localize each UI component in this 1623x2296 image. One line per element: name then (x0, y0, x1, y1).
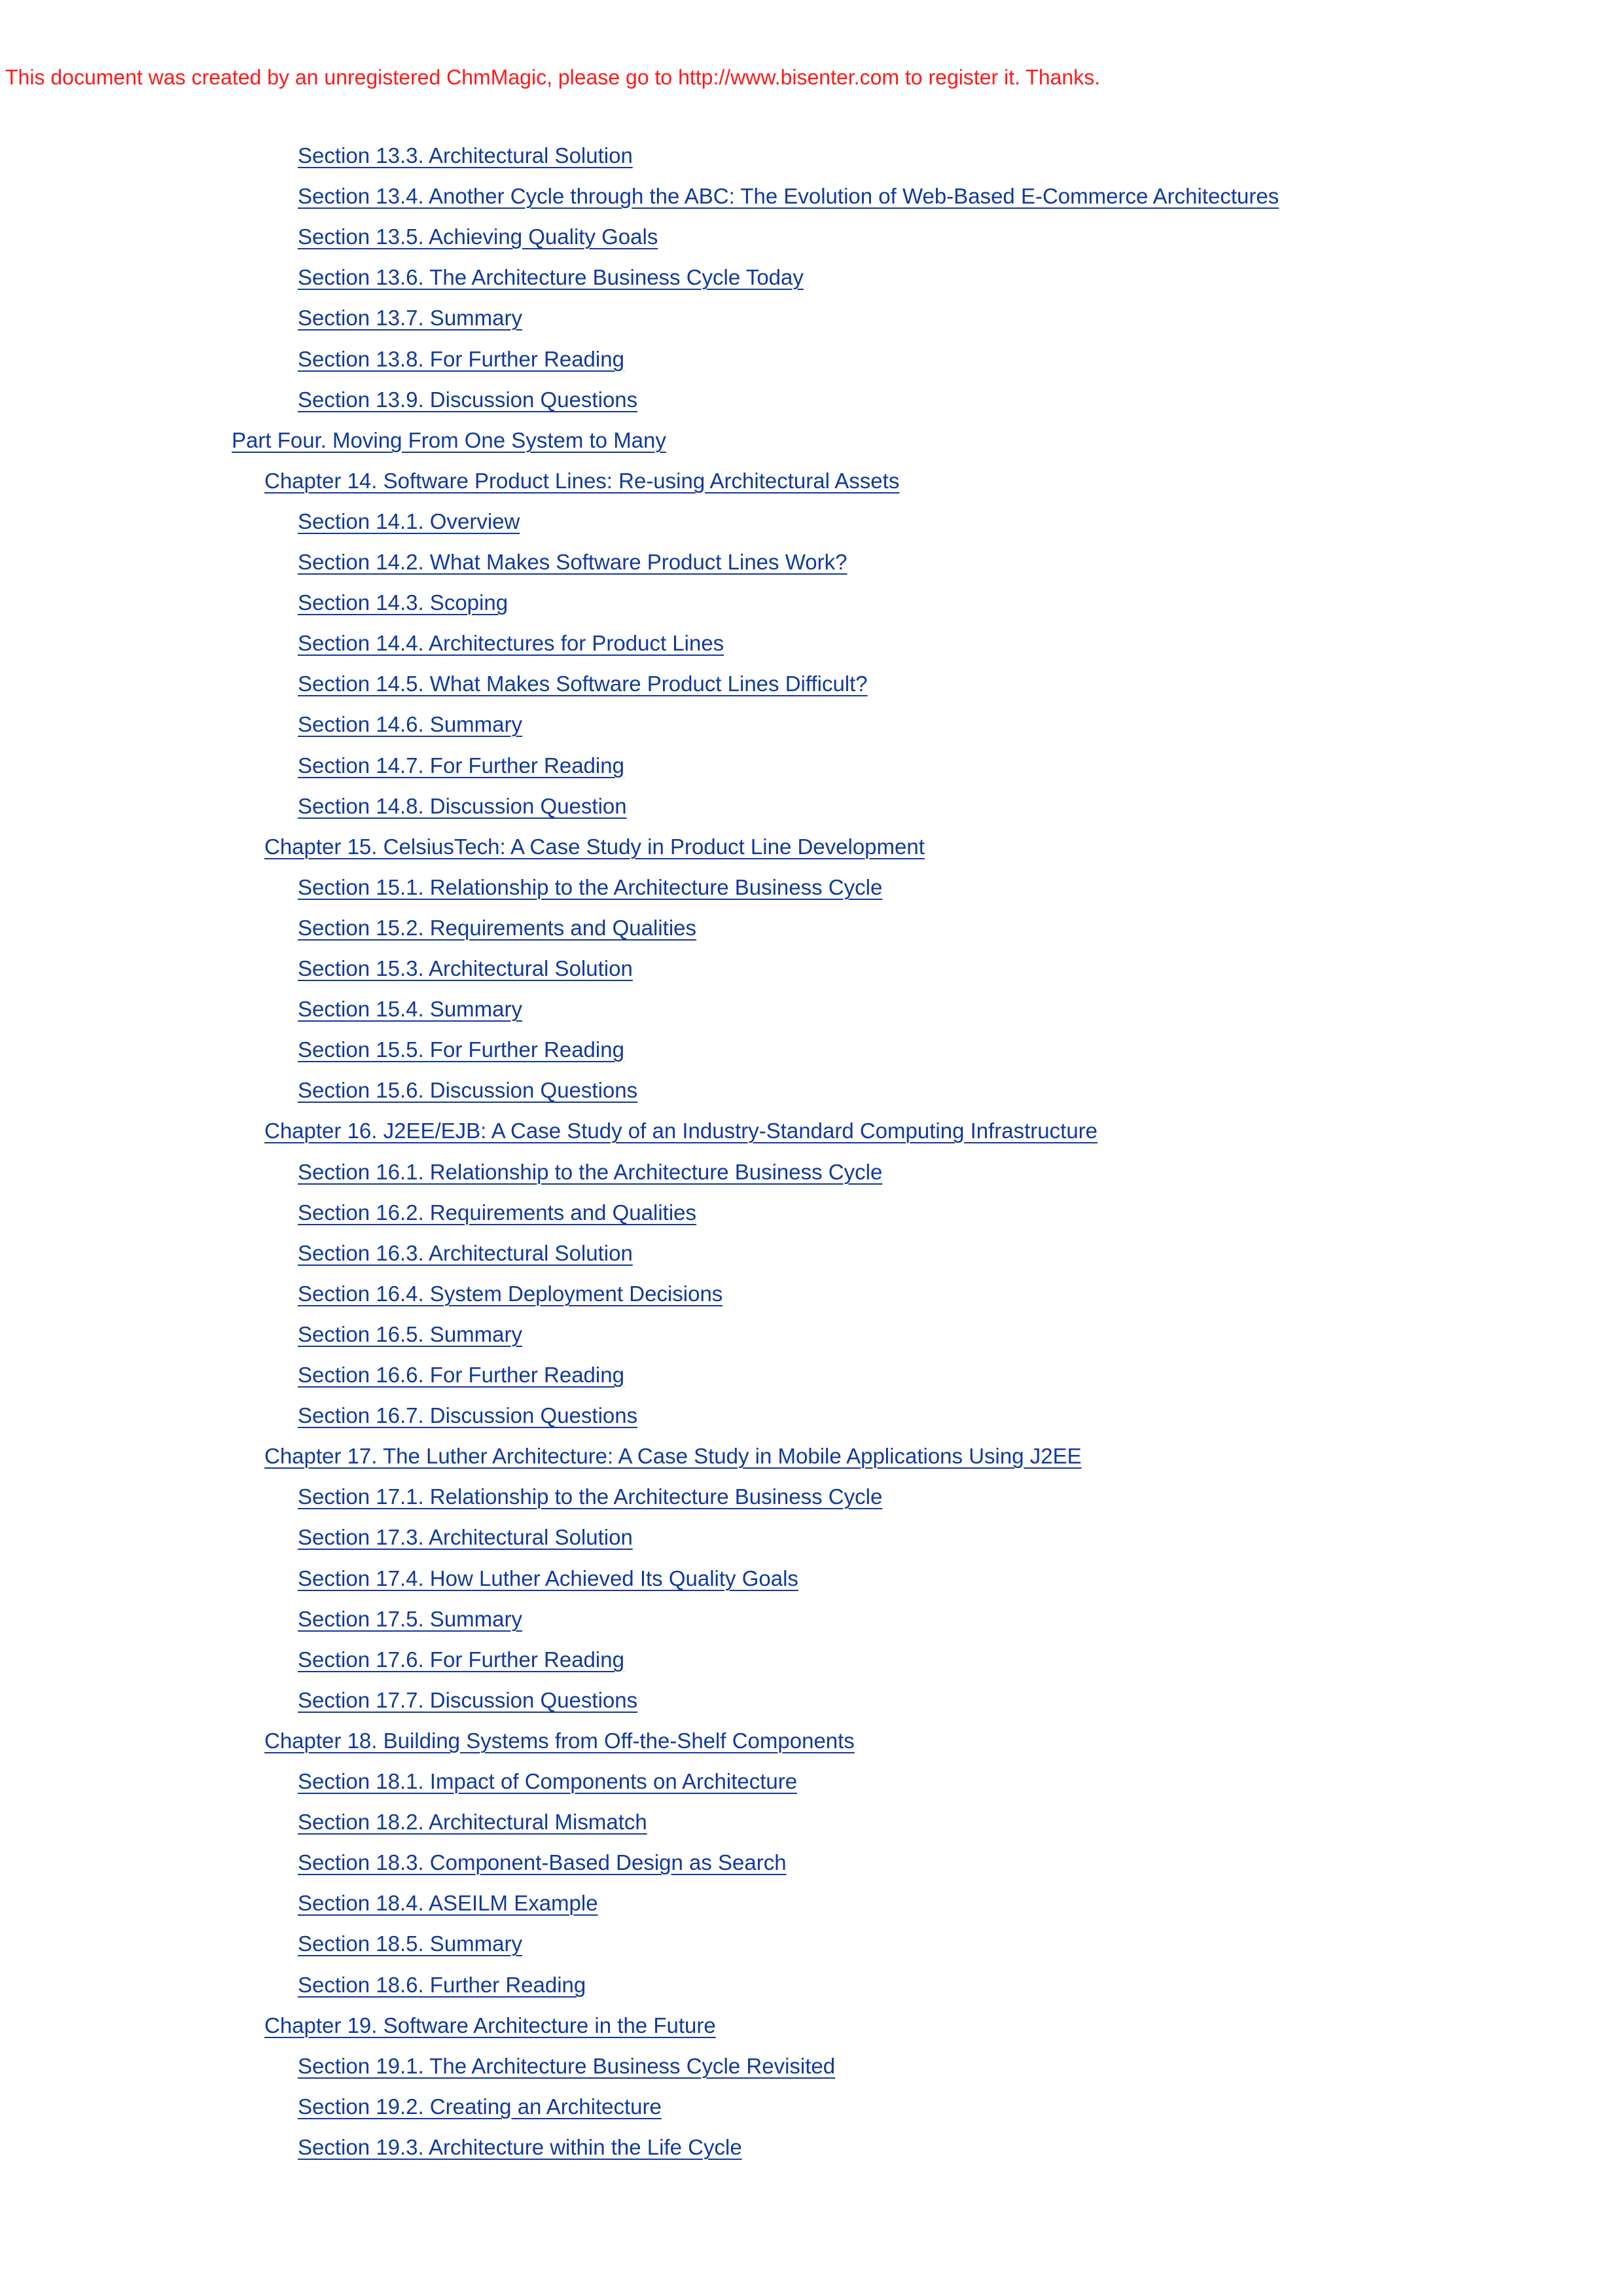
toc-link-chapter[interactable]: Chapter 15. CelsiusTech: A Case Study in Product Line Development (264, 834, 925, 859)
toc-link-section[interactable]: Section 18.5. Summary (298, 1931, 522, 1956)
toc-link-section[interactable]: Section 17.6. For Further Reading (298, 1647, 624, 1672)
toc-link-section[interactable]: Section 15.4. Summary (298, 997, 522, 1021)
toc-link-section[interactable]: Section 18.1. Impact of Components on Architecture (298, 1769, 798, 1793)
toc-link-chapter[interactable]: Chapter 18. Building Systems from Off-the-Shelf Components (264, 1729, 855, 1753)
toc-link-section[interactable]: Section 15.2. Requirements and Qualities (298, 916, 697, 940)
toc-link-section[interactable]: Section 16.6. For Further Reading (298, 1363, 624, 1387)
toc-link-section[interactable]: Section 15.1. Relationship to the Architecture Business Cycle (298, 875, 883, 899)
toc-link-section[interactable]: Section 14.5. What Makes Software Product Lines Difficult? (298, 672, 868, 696)
toc-link-section[interactable]: Section 14.1. Overview (298, 509, 520, 533)
toc-link-chapter[interactable]: Chapter 17. The Luther Architecture: A Case Study in Mobile Applications Using J2EE (264, 1444, 1082, 1468)
toc-link-section[interactable]: Section 17.5. Summary (298, 1607, 522, 1631)
toc-link-section[interactable]: Section 15.6. Discussion Questions (298, 1078, 638, 1102)
toc-link-section[interactable]: Section 14.2. What Makes Software Product Lines Work? (298, 550, 847, 574)
toc-link-section[interactable]: Section 15.5. For Further Reading (298, 1037, 624, 1062)
toc-link-chapter[interactable]: Chapter 16. J2EE/EJB: A Case Study of an Industry-Standard Computing Infrastructure (264, 1119, 1098, 1143)
toc-link-section[interactable]: Section 16.2. Requirements and Qualities (298, 1200, 697, 1225)
toc-link-section[interactable]: Section 18.6. Further Reading (298, 1973, 586, 1997)
toc-link-chapter[interactable]: Chapter 19. Software Architecture in the Future (264, 2013, 716, 2037)
toc-link-section[interactable]: Section 13.6. The Architecture Business Cycle Today (298, 265, 804, 289)
toc-link-section[interactable]: Section 19.2. Creating an Architecture (298, 2094, 662, 2119)
toc-link-section[interactable]: Section 15.3. Architectural Solution (298, 956, 633, 980)
toc-link-section[interactable]: Section 13.4. Another Cycle through the ABC: The Evolution of Web-Based E-Commerce Architectures (298, 184, 1279, 208)
toc-link-section[interactable]: Section 16.5. Summary (298, 1322, 522, 1346)
toc-link-section[interactable]: Section 14.7. For Further Reading (298, 753, 624, 778)
toc-link-section[interactable]: Section 16.4. System Deployment Decisions (298, 1282, 723, 1306)
watermark-notice: This document was created by an unregistered ChmMagic, please go to http://www.bisenter.com to register it. Thanks. (5, 65, 1101, 89)
toc-link-section[interactable]: Section 19.3. Architecture within the Life Cycle (298, 2135, 742, 2159)
toc-link-section[interactable]: Section 17.7. Discussion Questions (298, 1688, 638, 1712)
toc-link-part[interactable]: Part Four. Moving From One System to Many (232, 428, 666, 452)
toc-link-section[interactable]: Section 16.1. Relationship to the Architecture Business Cycle (298, 1160, 883, 1184)
toc-link-section[interactable]: Section 14.8. Discussion Question (298, 794, 627, 818)
toc-link-section[interactable]: Section 18.2. Architectural Mismatch (298, 1810, 647, 1834)
toc-link-section[interactable]: Section 14.3. Scoping (298, 590, 508, 615)
toc-link-section[interactable]: Section 16.3. Architectural Solution (298, 1241, 633, 1265)
toc-link-section[interactable]: Section 13.3. Architectural Solution (298, 143, 633, 168)
toc-link-section[interactable]: Section 13.5. Achieving Quality Goals (298, 224, 658, 249)
toc-link-section[interactable]: Section 14.4. Architectures for Product Lines (298, 631, 724, 655)
toc-link-section[interactable]: Section 13.8. For Further Reading (298, 347, 624, 371)
toc-link-section[interactable]: Section 18.3. Component-Based Design as Search (298, 1850, 787, 1874)
toc-link-section[interactable]: Section 18.4. ASEILM Example (298, 1891, 598, 1915)
toc-link-section[interactable]: Section 16.7. Discussion Questions (298, 1403, 638, 1427)
toc-link-chapter[interactable]: Chapter 14. Software Product Lines: Re-using Architectural Assets (264, 469, 900, 493)
toc-link-section[interactable]: Section 13.7. Summary (298, 306, 522, 330)
toc-link-section[interactable]: Section 13.9. Discussion Questions (298, 387, 638, 412)
toc-link-section[interactable]: Section 17.3. Architectural Solution (298, 1525, 633, 1549)
toc-link-section[interactable]: Section 14.6. Summary (298, 712, 522, 736)
toc-link-section[interactable]: Section 17.1. Relationship to the Architecture Business Cycle (298, 1484, 883, 1509)
toc-link-section[interactable]: Section 17.4. How Luther Achieved Its Quality Goals (298, 1566, 798, 1590)
toc-link-section[interactable]: Section 19.1. The Architecture Business Cycle Revisited (298, 2054, 836, 2078)
